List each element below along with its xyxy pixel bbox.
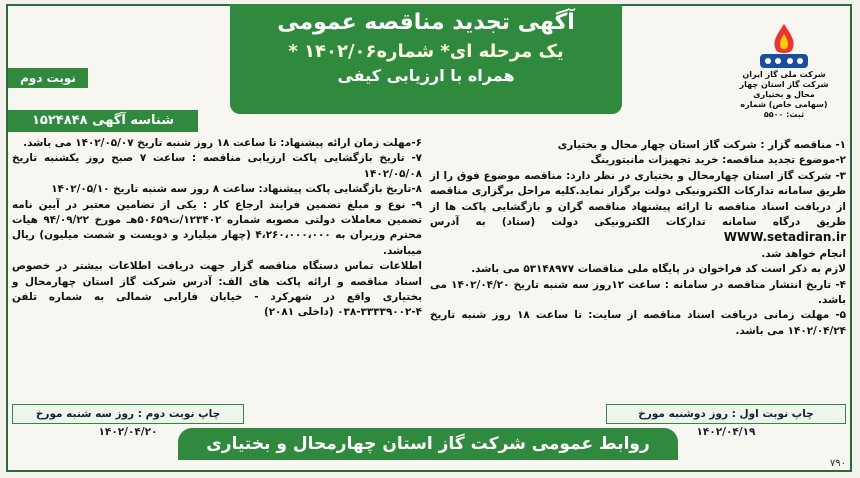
gas-company-logo-icon — [754, 20, 814, 70]
first-print-date: چاپ نوبت اول : روز دوشنبه مورخ ۱۴۰۲/۰۴/۱۹ — [606, 404, 846, 424]
turn-badge: نوبت دوم — [8, 68, 88, 88]
contact-info: اطلاعات تماس دستگاه مناقصه گزار جهت دریافت اطلاعات بیشتر در خصوص اسناد مناقصه و ارائه پاکت های الف: آدرس شرکت گاز استان چهارمحال و بختیاری واقع در شهرکرد - خیابان فارابی شمالی به شماره تلفن ۴-۳۳۳۳۹۰۰۲-۰۳۸ (داخلی ۲۰۸۱) — [12, 260, 422, 319]
website-link[interactable]: WWW.setadiran.ir — [723, 230, 846, 245]
tender-number: * یک مرحله ای* شماره۱۴۰۲/۰۶ — [288, 41, 564, 62]
left-column — [12, 136, 422, 321]
item-8: ۸-تاریخ بازگشایی پاکت پیشنهاد: ساعت ۸ روز سه شنبه تاریخ ۱۴۰۲/۰۵/۱۰ — [51, 183, 422, 196]
item-3-end: انجام خواهد شد. — [761, 247, 846, 260]
company-logo — [732, 20, 836, 130]
title-banner — [230, 4, 622, 114]
ad-id-badge: شناسه آگهی ۱۵۲۴۸۴۸ — [8, 110, 198, 132]
item-1: ۱- مناقصه گزار : شرکت گاز استان چهار محال و بختیاری — [557, 139, 846, 151]
right-column — [430, 138, 846, 339]
tender-code: لازم به ذکر است کد فراخوان در پایگاه ملی مناقصات ۵۳۱۴۸۹۷۷ می باشد. — [471, 263, 846, 276]
logo-line-1: شرکت ملی گاز ایران — [742, 70, 826, 79]
item-3 — [430, 169, 846, 247]
item-3-text: ۳- شرکت گاز استان چهارمحال و بختیاری در نظر دارد: مناقصه موضوع فوق را از طریق سامانه تدارکات الکترونیکی دولت برگزار نماید.کلیه مراحل برگزاری مناقصه از دریافت اسناد مناقصه تا ارائه پیشنهاد مناقصه گران و بازگشایی پاکت ها از طریق درگاه سامانه تدارکات الکترونیکی دولت (ستاد) به آدرس — [430, 169, 846, 229]
logo-line-3: (سهامی خاص) شماره ثبت: ۵۵۰۰ — [740, 100, 828, 119]
item-9: ۹- نوع و مبلغ تضمین فرایند ارجاع کار : یکی از تضامین معتبر در آیین نامه تضمین معاملات دولتی مصوبه شماره ۱۲۳۴۰۲/ت۵۰۶۵۹هـ مورخ ۹۴/۰۹/۲۲ هیات محترم وزیران به ۴،۲۶۰،۰۰۰،۰۰۰ (چهار میلیارد و دویست و شصت میلیون) ریال میباشد. — [12, 198, 422, 257]
item-4: ۴- تاریخ انتشار مناقصه در سامانه : ساعت ۱۲روز سه شنبه تاریخ ۱۴۰۲/۰۴/۲۰ می باشد. — [430, 278, 846, 307]
second-print-date: چاپ نوبت دوم : روز سه شنبه مورخ ۱۴۰۲/۰۴/۲۰ — [12, 404, 244, 424]
ad-title: آگهی تجدید مناقصه عمومی — [277, 10, 575, 35]
public-relations-footer: روابط عمومی شرکت گاز استان چهارمحال و بختیاری — [178, 428, 678, 460]
logo-line-2: شرکت گاز استان چهار محال و بختیاری — [739, 80, 829, 99]
tender-subtitle: همراه با ارزیابی کیفی — [337, 66, 515, 85]
item-6: ۶-مهلت زمان ارائه پیشنهاد: تا ساعت ۱۸ روز شنبه تاریخ ۱۴۰۲/۰۵/۰۷ می باشد. — [23, 137, 422, 149]
page-number: ۷۹۰ — [829, 458, 846, 469]
item-5: ۵- مهلت زمانی دریافت اسناد مناقصه از سایت: تا ساعت ۱۸ روز شنبه تاریخ ۱۴۰۲/۰۴/۲۴ می باشد. — [430, 309, 847, 337]
item-2: ۲-موضوع تجدید مناقصه: خرید تجهیزات مانیتورینگ — [590, 154, 846, 167]
item-7: ۷- تاریخ بازگشایی پاکت ارزیابی مناقصه : ساعت ۷ صبح روز یکشنبه تاریخ ۱۴۰۲/۰۵/۰۸ — [12, 152, 422, 180]
